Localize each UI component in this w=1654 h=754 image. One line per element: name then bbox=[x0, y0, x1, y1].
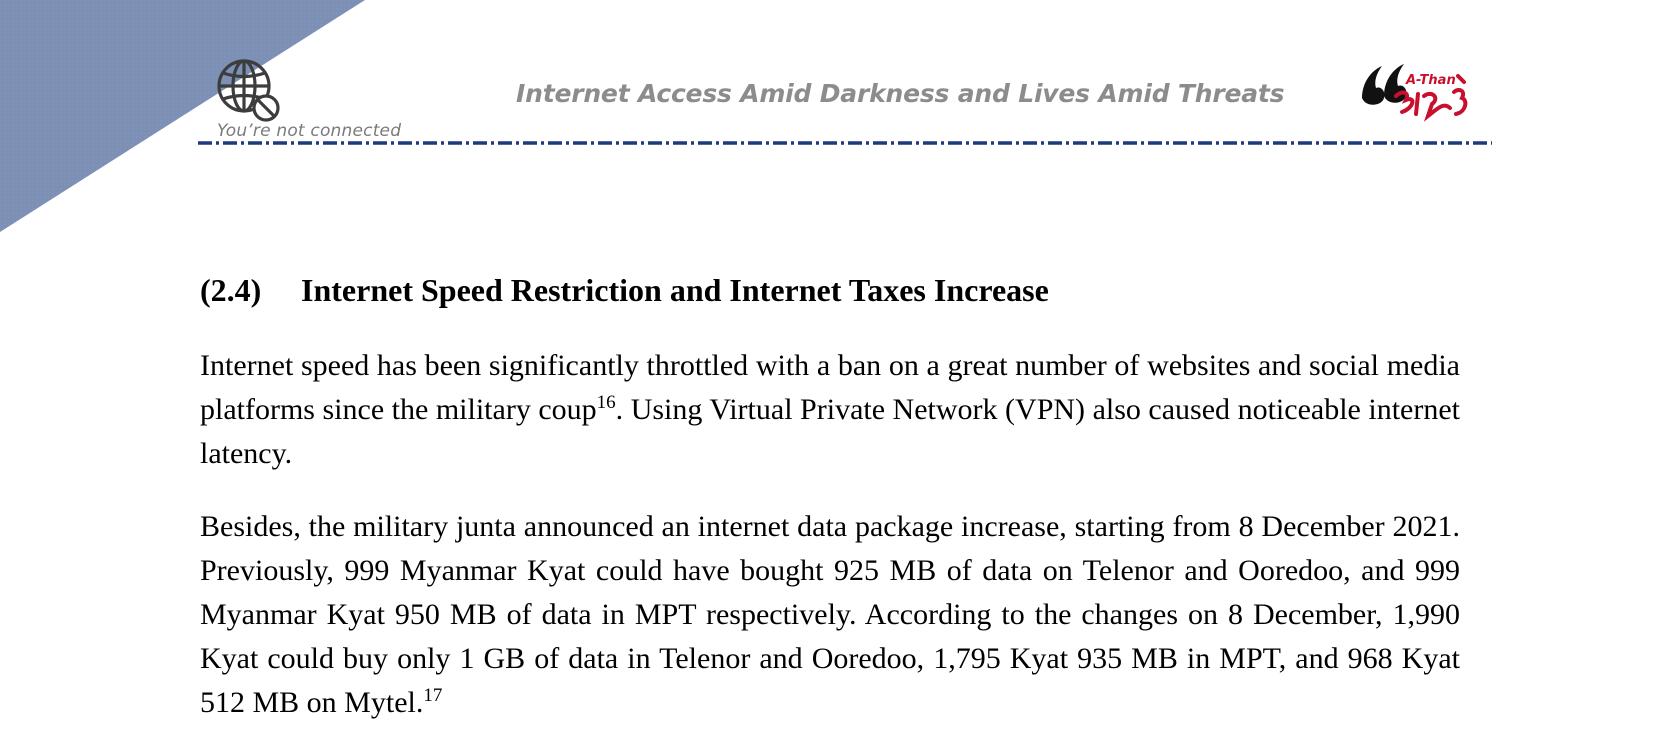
header-divider bbox=[198, 140, 1492, 146]
section-heading bbox=[200, 272, 1049, 309]
section-number: (2.4) bbox=[200, 272, 262, 308]
document-header-title: Internet Access Amid Darkness and Lives Amid Threats bbox=[516, 79, 1285, 108]
paragraph-data-prices bbox=[200, 505, 1460, 725]
no-internet-globe-icon bbox=[216, 58, 282, 124]
footnote-ref[interactable]: 17 bbox=[423, 685, 443, 706]
logo-text: A-Than bbox=[1406, 73, 1456, 88]
footnote-ref[interactable]: 16 bbox=[596, 392, 616, 413]
paragraph-text: Besides, the military junta announced an internet data package increase, starting from 8 December 2021. Previously, 999 Myanmar Kyat could have bought 925 MB of data on Telenor and Ooredoo, and 999 Myanmar Kyat 950 MB of data in MPT respectively. According to the changes on 8 December, 1,990 Kyat could buy only 1 GB of data in Telenor and Ooredoo, 1,795 Kyat 935 MB in MPT, and 968 Kyat 512 MB on Mytel. bbox=[200, 510, 1460, 719]
a-than-logo bbox=[1358, 58, 1476, 124]
paragraph-text: . Using Virtual Private Network (VPN) also caused noticeable internet latency. bbox=[200, 393, 1460, 470]
connection-status-label: You’re not connected bbox=[217, 121, 402, 141]
section-title: Internet Speed Restriction and Internet Taxes Increase bbox=[301, 272, 1049, 308]
paragraph-text: Internet speed has been significantly throttled with a ban on a great number of websites and social media platforms since the military coup bbox=[200, 349, 1460, 426]
paragraph-internet-speed bbox=[200, 344, 1460, 476]
corner-decoration bbox=[0, 0, 370, 235]
